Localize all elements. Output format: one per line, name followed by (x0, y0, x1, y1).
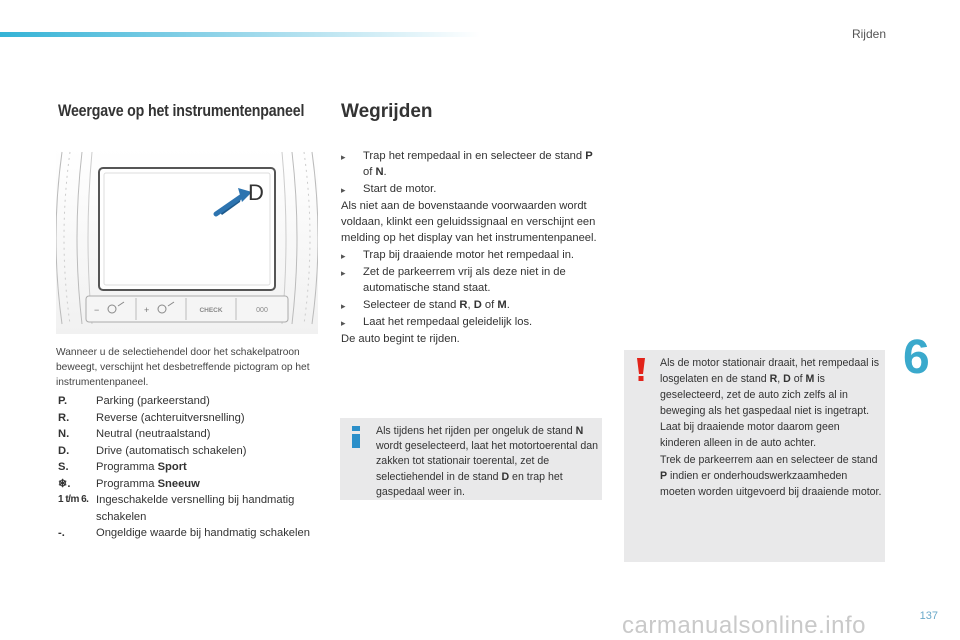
list-item: -. Ongeldige waarde bij handmatig schakelen (58, 527, 310, 539)
arrow-bullet-icon: ▸ (341, 268, 346, 279)
check-button-label: CHECK (199, 307, 223, 314)
warning-text: Als de motor stationair draait, het rempedaal is losgelaten en de stand R, D of M is geselecteerd, zet de auto zich zelfs al in beweging als het gaspedaal niet is ingetrapt. Laat bij draaiende motor daarom geen kinderen alleen in de auto achter. Trek de parkeerrem aan en selecteer de stand P indien er onderhoudswerkzaamheden moeten worden uitgevoerd bij draaiende motor. (660, 357, 882, 498)
list-item: N. Neutral (neutraalstand) (58, 428, 211, 440)
arrow-bullet-icon: ▸ (341, 184, 346, 195)
section-title: Rijden (851, 27, 886, 41)
left-heading: Weergave op het instrumentenpaneel (58, 102, 305, 120)
svg-text:−: − (94, 305, 100, 315)
driving-off-instructions (341, 148, 603, 348)
gear-legend-list (58, 393, 328, 542)
paragraph: Als niet aan de bovenstaande voorwaarden wordt voldaan, klinkt een geluidssignaal en verschijnt een melding op het display van het instrumentenpaneel. (341, 199, 597, 245)
instrument-panel-illustration (56, 148, 318, 334)
paragraph: De auto begint te rijden. (341, 333, 460, 346)
list-item: ▸ Trap het rempedaal in en selecteer de stand P of N. (341, 148, 603, 181)
info-text: Als tijdens het rijden per ongeluk de stand N wordt geselecteerd, laat het motortoerental dan zakken tot stationair toerental, zet de selectiehendel in de stand D en trap het gaspedaal weer in. (376, 425, 599, 498)
warning-exclamation-icon (634, 358, 648, 382)
page-number: 137 (919, 610, 938, 622)
list-item: ▸ Start de motor. (341, 181, 603, 198)
arrow-bullet-icon: ▸ (341, 300, 346, 311)
arrow-bullet-icon: ▸ (341, 317, 346, 328)
list-item: D. Drive (automatisch schakelen) (58, 444, 247, 457)
list-item: ▸ Laat het rempedaal geleidelijk los. (341, 314, 603, 331)
header-accent-bar (0, 32, 480, 37)
figure-caption: Wanneer u de selectiehendel door het schakelpatroon beweegt, verschijnt het desbetreffende pictogram op het instrumentenpaneel. (56, 347, 310, 388)
info-icon (348, 426, 364, 448)
watermark: carmanualsonline.info (622, 612, 866, 639)
list-item: S. Programma Sport (58, 461, 187, 473)
list-item: P. Parking (parkeerstand) (58, 395, 210, 407)
warning-note (624, 350, 885, 562)
arrow-bullet-icon: ▸ (341, 152, 346, 162)
reset-button-label: 000 (256, 307, 268, 314)
display-gear-indicator: D (248, 180, 264, 205)
list-item: ▸ Selecteer de stand R, D of M. (341, 297, 603, 314)
chapter-number: 6 (903, 331, 930, 384)
list-item: R. Reverse (achteruitversnelling) (58, 411, 245, 424)
list-item: ▸ Trap bij draaiende motor het rempedaal in. (341, 247, 603, 264)
list-item: ▸ Zet de parkeerrem vrij als deze niet in de automatische stand staat. (341, 264, 603, 297)
info-note (340, 418, 602, 500)
svg-text:+: + (144, 305, 150, 315)
right-heading: Wegrijden (341, 101, 433, 122)
list-item: ❄. Programma Sneeuw (58, 477, 200, 490)
arrow-bullet-icon: ▸ (341, 250, 346, 261)
list-item: 1 t/m 6. Ingeschakelde versnelling bij handmatig schakelen (58, 494, 295, 523)
